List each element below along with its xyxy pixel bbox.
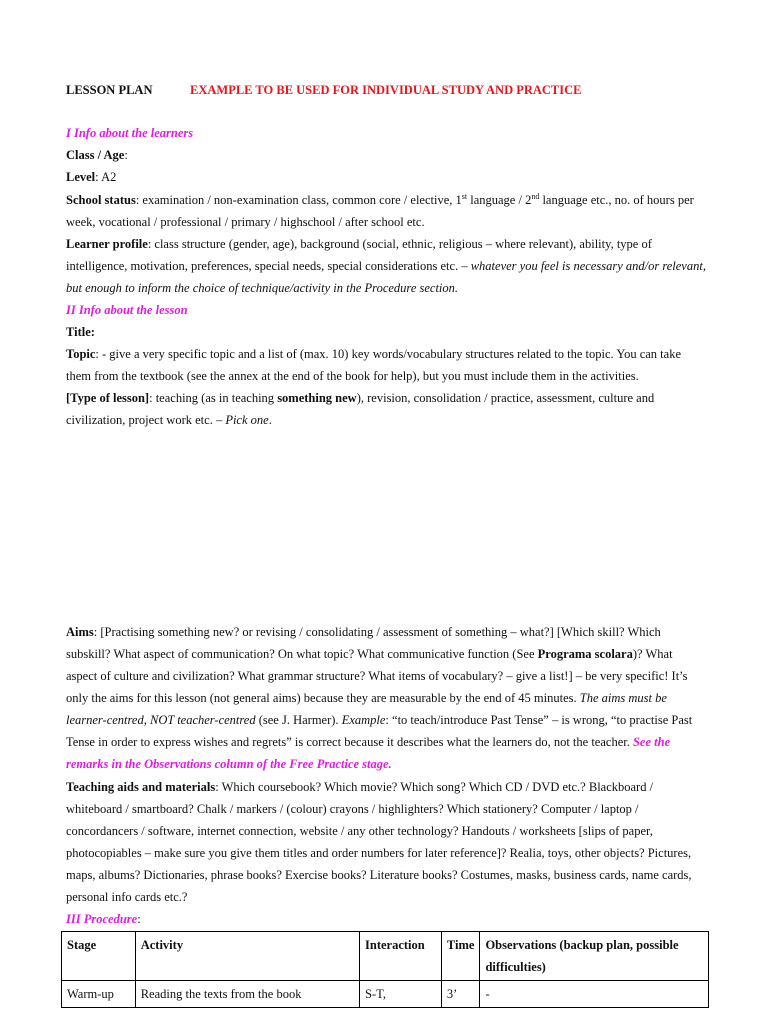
level-value: : A2: [95, 170, 117, 184]
cell-activity: Reading the texts from the book: [135, 981, 359, 1008]
school-status-text-c: language etc., no. of hours per week, vocational / professional / primary / highschool / after school etc.: [66, 193, 694, 229]
aims-remark: See the remarks in the Observations column of the Free Practice stage.: [66, 735, 671, 771]
class-age-value: :: [124, 148, 128, 162]
lesson-type-italic: Pick one: [225, 413, 269, 427]
topic-paragraph: [66, 343, 706, 387]
aims-text-b: )? What aspect of culture and civilization? What grammar structure? What items of vocabulary? – give a list!] – be very specific! It’s only the aims for this lesson (not general aims) because they are measurable by the end of 45 minutes.: [66, 647, 688, 705]
learner-profile-paragraph: [66, 233, 706, 299]
header-observations: Observations (backup plan, possible difficulties): [480, 932, 709, 981]
school-status-paragraph: [66, 189, 706, 233]
topic-label: Topic: [66, 347, 96, 361]
cell-interaction: S-T,: [360, 981, 442, 1008]
school-status-sup-st: st: [461, 191, 468, 201]
section-title-lesson: II Info about the lesson: [66, 303, 188, 317]
table-header-row: [62, 932, 709, 981]
learner-profile-label: Learner profile: [66, 237, 148, 251]
class-age-line: [66, 144, 706, 166]
procedure-colon: :: [137, 912, 141, 926]
lesson-type-bold: something new: [277, 391, 357, 405]
aims-text-d: : “to teach/introduce Past Tense” – is wrong, “to practise Past Tense in order to express wishes and regrets” is correct because it describes what the learners do, not the teacher.: [66, 713, 693, 749]
header-time: Time: [441, 932, 480, 981]
lesson-type-end: .: [268, 413, 272, 427]
learner-profile-text: : class structure (gender, age), background (social, ethnic, religious – where relevant), ability, type of intelligence, motivation, preferences, special needs, special considerations etc. –: [66, 237, 652, 273]
cell-time: 3’: [441, 981, 480, 1008]
class-age-label: Class / Age: [66, 148, 125, 162]
header-activity: Activity: [135, 932, 359, 981]
header-stage: Stage: [62, 932, 136, 981]
level-line: [66, 166, 706, 188]
school-status-text-b: language / 2: [467, 193, 532, 207]
school-status-sup-nd: nd: [531, 191, 540, 201]
teaching-aids-paragraph: [66, 776, 706, 908]
procedure-table: [61, 931, 709, 1008]
header: [66, 79, 706, 101]
school-status-text-a: : examination / non-examination class, common core / elective, 1: [135, 193, 462, 207]
doc-subtitle: EXAMPLE TO BE USED FOR INDIVIDUAL STUDY AND PRACTICE: [190, 83, 582, 97]
lesson-type-label: [Type of lesson]: [66, 391, 150, 405]
lesson-title-label: Title:: [66, 325, 95, 339]
aims-text-a: : [Practising something new? or revising / consolidating / assessment of something – what?] [Which skill? Which subskill? What aspect of communication? On what topic? What communicative function (See: [66, 625, 661, 661]
aims-italic-2: Example: [341, 713, 386, 727]
level-label: Level: [66, 170, 96, 184]
aims-label: Aims: [66, 625, 94, 639]
lesson-type-text-a: : teaching (as in teaching: [149, 391, 278, 405]
teaching-aids-text: : Which coursebook? Which movie? Which song? Which CD / DVD etc.? Blackboard / whiteboard / smartboard? Chalk / markers / (colour) crayons / highlighters? Which stationery? Computer / laptop / concordancers / software, internet connection, website / any other technology? Handouts / worksheets [slips of paper, photocopiables – make sure you give them titles and order numbers for later reference]? Realia, toys, other objects? Pictures, maps, albums? Dictionaries, phrase books? Exercise books? Literature books? Costumes, masks, business cards, name cards, personal info cards etc.?: [66, 780, 692, 904]
school-status-label: School status: [66, 193, 136, 207]
lesson-type-paragraph: [66, 387, 706, 431]
aims-programa-scolara: Programa scolara: [537, 647, 633, 661]
procedure-title: III Procedure: [66, 912, 138, 926]
teaching-aids-label: Teaching aids and materials: [66, 780, 216, 794]
aims-text-c: (see J. Harmer).: [255, 713, 342, 727]
cell-observations: -: [480, 981, 709, 1008]
lesson-type-text-b: ), revision, consolidation / practice, assessment, culture and civilization, project work etc. –: [66, 391, 655, 427]
doc-title: LESSON PLAN: [66, 83, 153, 97]
table-row: [62, 981, 709, 1008]
header-interaction: Interaction: [360, 932, 442, 981]
section-title-procedure: [66, 908, 706, 930]
cell-stage: Warm-up: [62, 981, 136, 1008]
topic-text: : - give a very specific topic and a list of (max. 10) key words/vocabulary structures related to the topic. You can take them from the textbook (see the annex at the end of the book for help), but you must include them in the activities.: [66, 347, 682, 383]
section-title-learners: I Info about the learners: [66, 126, 194, 140]
aims-paragraph: [66, 621, 706, 775]
learner-profile-italic: whatever you feel is necessary and/or relevant, but enough to inform the choice of technique/activity in the Procedure section.: [66, 259, 706, 295]
aims-italic-1: The aims must be learner-centred, NOT teacher-centred: [66, 691, 667, 727]
